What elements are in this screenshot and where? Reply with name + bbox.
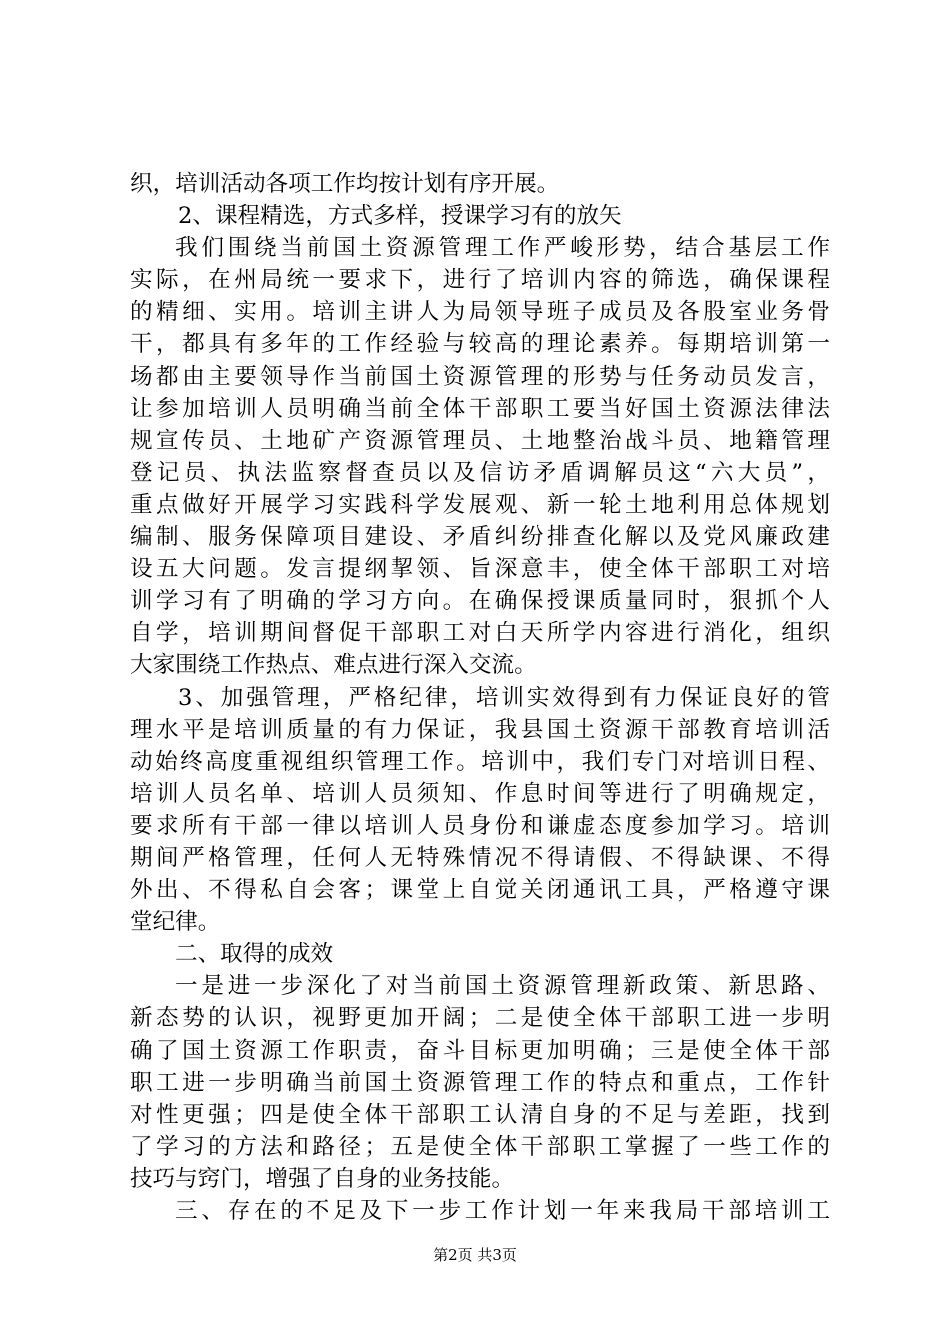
text-line: 一是进一步深化了对当前国土资源管理新政策、新思路、 (175, 973, 830, 1000)
text-line: 织，培训活动各项工作均按计划有序开展。 (130, 171, 560, 197)
text-line: 登记员、执法监察督查员以及信访矛盾调解员这“六大员”， (130, 459, 830, 486)
text-line: 职工进一步明确当前国土资源管理工作的特点和重点，工作针 (130, 1069, 830, 1096)
text-line: 实际，在州局统一要求下，进行了培训内容的筛选，确保课程 (130, 267, 830, 294)
text-line: 培训人员名单、培训人员须知、作息时间等进行了明确规定， (130, 780, 830, 807)
text-line: 训学习有了明确的学习方向。在确保授课质量同时，狠抓个人 (130, 588, 830, 615)
text-line: 重点做好开展学习实践科学发展观、新一轮土地利用总体规划 (130, 491, 830, 518)
page-footer: 第2页 共3页 (433, 1246, 517, 1264)
text-line: 的精细、实用。培训主讲人为局领导班子成员及各股室业务骨 (130, 299, 830, 326)
text-line: 大家围绕工作热点、难点进行深入交流。 (130, 652, 537, 679)
text-line: 对性更强；四是使全体干部职工认清自身的不足与差距，找到 (130, 1101, 830, 1128)
text-line: 编制、服务保障项目建设、矛盾纠纷排查化解以及党风廉政建 (130, 524, 830, 551)
text-line: 设五大问题。发言提纲挈领、旨深意丰，使全体干部职工对培 (130, 556, 830, 583)
text-line: 新态势的认识，视野更加开阔；二是使全体干部职工进一步明 (130, 1005, 830, 1032)
text-line: 场都由主要领导作当前国土资源管理的形势与任务动员发言， (130, 363, 830, 390)
text-line: 让参加培训人员明确当前全体干部职工要当好国土资源法律法 (130, 395, 830, 422)
text-line: 二、取得的成效 (175, 941, 334, 968)
text-line: 外出、不得私自会客；课堂上自觉关闭通讯工具，严格遵守课 (130, 877, 830, 904)
document-body (130, 168, 830, 1227)
text-line: 三、存在的不足及下一步工作计划一年来我局干部培训工 (175, 1198, 830, 1224)
text-line: 动始终高度重视组织管理工作。培训中，我们专门对培训日程、 (130, 748, 830, 775)
text-line: 自学，培训期间督促干部职工对白天所学内容进行消化，组织 (130, 620, 830, 647)
text-line: 了学习的方法和路径；五是使全体干部职工掌握了一些工作的 (130, 1133, 830, 1160)
text-line: 我们围绕当前国土资源管理工作严峻形势，结合基层工作 (175, 235, 830, 262)
text-line: 确了国土资源工作职责，奋斗目标更加明确；三是使全体干部 (130, 1037, 830, 1064)
text-line: 要求所有干部一律以培训人员身份和谦虚态度参加学习。培训 (130, 812, 830, 839)
text-line: 2、课程精选，方式多样，授课学习有的放矢 (178, 203, 622, 230)
text-line: 理水平是培训质量的有力保证，我县国土资源干部教育培训活 (130, 716, 830, 743)
text-line: 期间严格管理，任何人无特殊情况不得请假、不得缺课、不得 (130, 844, 830, 871)
text-line: 干，都具有多年的工作经验与较高的理论素养。每期培训第一 (130, 331, 830, 358)
text-line: 技巧与窍门，增强了自身的业务技能。 (130, 1165, 515, 1192)
text-line: 堂纪律。 (130, 909, 221, 936)
text-line: 3、加强管理，严格纪律，培训实效得到有力保证良好的管 (178, 684, 830, 711)
text-line: 规宣传员、土地矿产资源管理员、土地整治战斗员、地籍管理 (130, 427, 830, 454)
